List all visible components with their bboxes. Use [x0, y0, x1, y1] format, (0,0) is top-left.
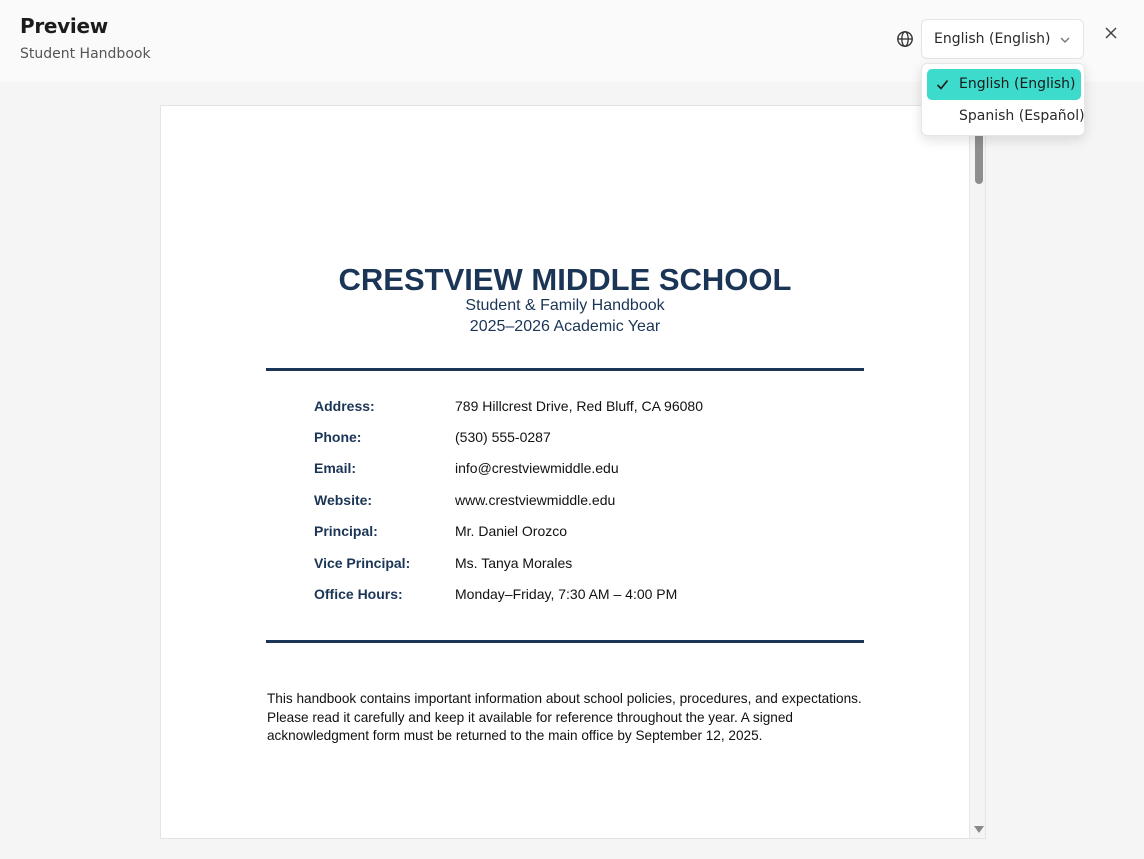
chevron-down-icon — [1059, 34, 1071, 46]
close-icon[interactable] — [1104, 26, 1118, 40]
globe-icon — [896, 30, 914, 48]
handbook-title: Student & Family Handbook — [465, 297, 665, 314]
intro-line: This handbook contains important information about school policies, procedures, and expectations. — [267, 691, 862, 706]
info-label: Phone: — [314, 429, 362, 445]
language-dropdown-menu — [921, 63, 1085, 136]
info-label: Website: — [314, 492, 373, 508]
scroll-down-arrow[interactable] — [974, 826, 984, 833]
divider — [266, 368, 864, 371]
language-option-label: Spanish (Español) — [959, 108, 1085, 124]
info-label: Email: — [314, 460, 357, 476]
info-label: Office Hours: — [314, 586, 403, 602]
intro-line: acknowledgment form must be returned to the main office by September 12, 2025. — [267, 728, 763, 743]
info-value: info@crestviewmiddle.edu — [455, 460, 619, 476]
info-label: Vice Principal: — [314, 555, 411, 571]
language-select-value: English (English) — [934, 31, 1051, 47]
language-option-spanish[interactable] — [927, 101, 1085, 132]
info-value: (530) 555-0287 — [455, 429, 551, 445]
info-label: Principal: — [314, 523, 378, 539]
check-icon — [936, 78, 949, 91]
info-label: Address: — [314, 398, 375, 414]
info-value: 789 Hillcrest Drive, Red Bluff, CA 96080 — [455, 398, 703, 414]
intro-paragraph — [267, 690, 867, 746]
intro-line: Please read it carefully and keep it available for reference throughout the year. A signed — [267, 709, 793, 725]
page-subtitle: Student Handbook — [20, 46, 151, 62]
info-value: Ms. Tanya Morales — [455, 555, 573, 571]
school-name: CRESTVIEW MIDDLE SCHOOL — [338, 262, 792, 297]
language-option-english[interactable] — [927, 69, 1081, 100]
info-value: www.crestviewmiddle.edu — [455, 492, 616, 508]
academic-year: 2025–2026 Academic Year — [469, 318, 661, 335]
vertical-scrollbar[interactable] — [969, 106, 986, 839]
language-option-label: English (English) — [959, 76, 1076, 92]
info-value: Mr. Daniel Orozco — [455, 523, 568, 539]
document-viewer — [160, 105, 986, 839]
page-title: Preview — [20, 14, 108, 38]
document-page — [161, 106, 969, 839]
info-value: Monday–Friday, 7:30 AM – 4:00 PM — [455, 586, 678, 602]
language-select[interactable] — [921, 19, 1084, 59]
divider — [266, 640, 864, 643]
